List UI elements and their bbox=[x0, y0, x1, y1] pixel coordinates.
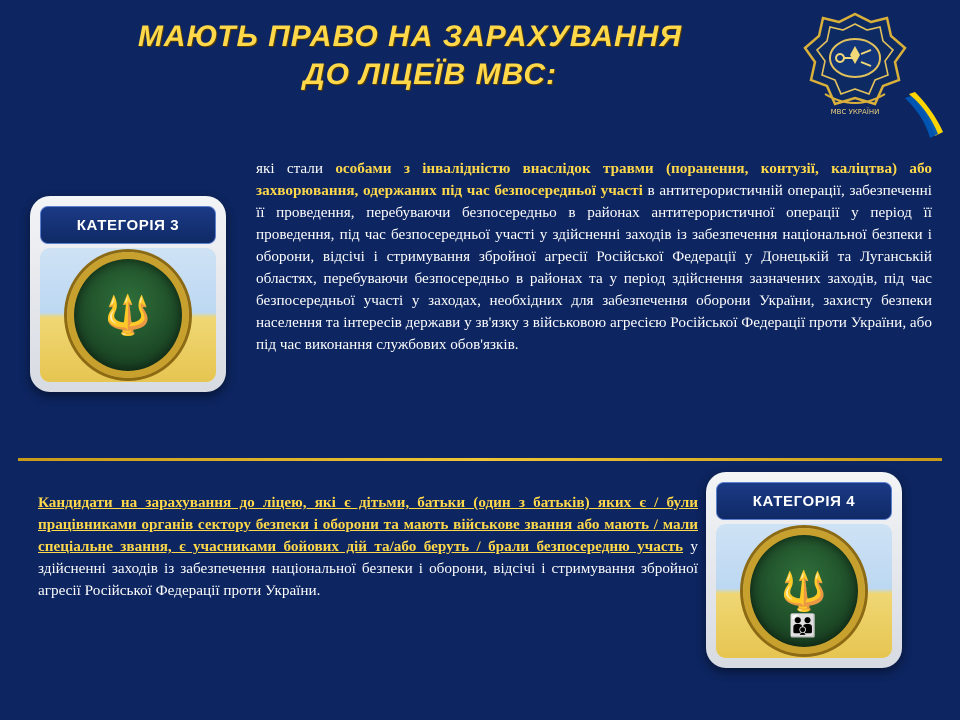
category-3-card bbox=[30, 196, 226, 392]
children-figures-icon: 👪 bbox=[789, 614, 819, 639]
page-title-line-1: МАЮТЬ ПРАВО НА ЗАРАХУВАННЯ bbox=[137, 20, 683, 53]
tryzub-icon: 🔱 bbox=[780, 569, 828, 613]
tryzub-icon: 🔱 bbox=[104, 293, 152, 337]
mvs-emblem-icon bbox=[795, 10, 915, 135]
category-3-medallion bbox=[40, 248, 216, 382]
category-3-badge-label: КАТЕГОРІЯ 3 bbox=[76, 216, 180, 234]
category-3-text-highlight: особами з інвалідністю внаслідок травми (поранення, контузії, каліцтва) або захворювання, одержаних під час безпосередньої участі bbox=[256, 160, 932, 200]
emblem-children-icon bbox=[743, 528, 865, 654]
page-header bbox=[0, 0, 960, 145]
category-4-card bbox=[706, 472, 902, 668]
category-3-text-part-1: які стали bbox=[256, 160, 336, 177]
category-3-badge bbox=[40, 206, 216, 244]
category-4-text-highlight: Кандидати на зарахування до ліцею, які є дітьми, батьки (один з батьків) яких є / були працівниками органів сектору безпеки і оборони та мають військове звання або мають / мали спеціальне звання, є учасниками бойових дій та/або беруть / брали безпосередню участь bbox=[38, 494, 698, 556]
page-title bbox=[60, 18, 760, 95]
svg-text:МВС УКРАЇНИ: МВС УКРАЇНИ bbox=[830, 108, 880, 116]
category-4-badge bbox=[716, 482, 892, 520]
section-divider bbox=[18, 458, 942, 461]
emblem-wreath-icon bbox=[67, 252, 189, 378]
category-4-badge-label: КАТЕГОРІЯ 4 bbox=[752, 492, 856, 510]
ukraine-flag-ribbon-icon bbox=[905, 92, 947, 138]
category-3-text bbox=[256, 158, 932, 356]
category-4-medallion bbox=[716, 524, 892, 658]
category-3-text-part-2: в антитерористичній операції, забезпеченні її проведення, перебуваючи безпосередньо в районах антитерористичної операції у період її проведення, під час безпосередньої участі у здійсненні заходів із забезпечення національної безпеки і оборони, відсічі і стримування збройної агресії Російської Федерації у Донецькій та Луганській областях, перебуваючи безпосередньо в районах та у період здійснення зазначених заходів, під час безпосередньої участі у заходах, необхідних для забезпечення оборони України, захисту безпеки населення та інтересів держави у зв'язку з військовою агресією Російської Федерації проти України, або під час виконання службових обов'язків. bbox=[256, 182, 932, 354]
category-4-text bbox=[38, 492, 698, 602]
page-title-line-2: ДО ЛІЦЕЇВ МВС: bbox=[302, 58, 558, 92]
category-4-text-part-2: у здійсненні заходів із забезпечення національної безпеки і оборони, відсічі і стримування збройної агресії Російської Федерації проти України. bbox=[38, 538, 698, 600]
